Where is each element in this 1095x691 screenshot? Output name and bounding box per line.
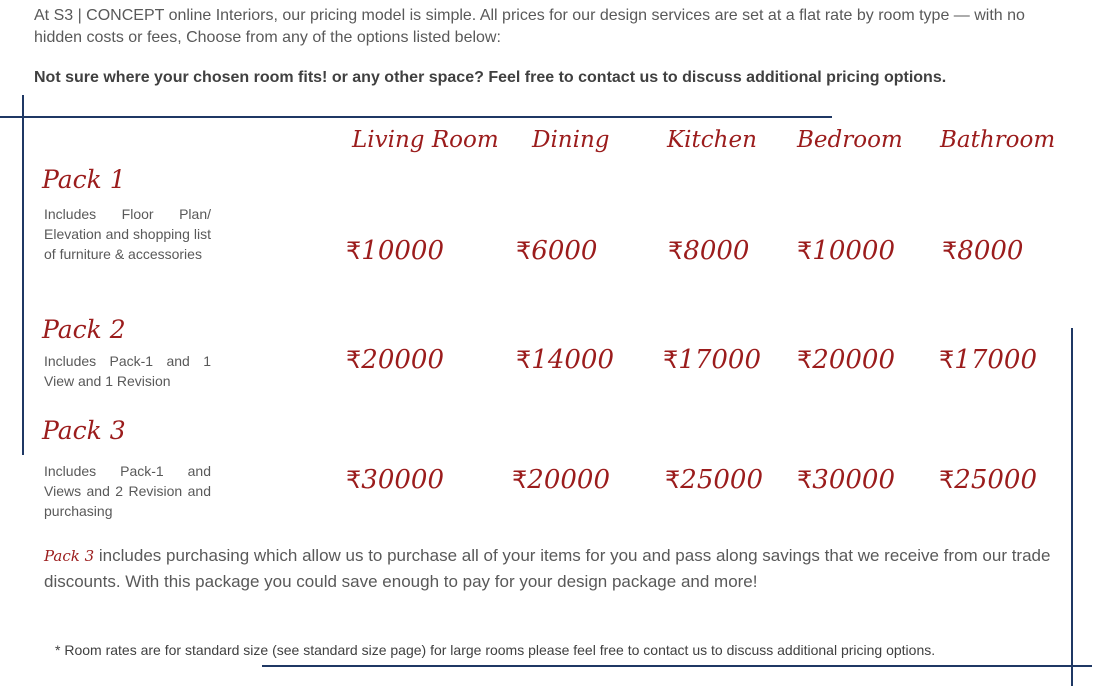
price-value: 10000: [812, 236, 895, 266]
footnote: * Room rates are for standard size (see standard size page) for large rooms please feel free to contact us to discuss additional pricing options.: [55, 642, 936, 658]
bottom-rule: [262, 665, 1092, 667]
rupee-icon: ₹: [942, 237, 958, 265]
room-header-living: Living Room: [352, 127, 499, 153]
price-pack1-bedroom: [797, 236, 895, 266]
price-value: 8000: [957, 236, 1024, 266]
price-pack2-bathroom: [939, 345, 1037, 375]
price-value: 10000: [361, 236, 444, 266]
price-pack3-living: [346, 465, 444, 495]
price-value: 8000: [683, 236, 750, 266]
price-pack2-bedroom: [797, 345, 895, 375]
price-value: 20000: [361, 345, 444, 375]
price-pack2-dining: [516, 345, 614, 375]
rupee-icon: ₹: [516, 346, 532, 374]
pack3-title: Pack 3: [42, 416, 126, 445]
price-value: 30000: [361, 465, 444, 495]
rupee-icon: ₹: [512, 466, 528, 494]
right-rule: [1071, 328, 1073, 686]
rupee-icon: ₹: [516, 237, 532, 265]
price-value: 14000: [531, 345, 614, 375]
price-value: 25000: [954, 465, 1037, 495]
pack3-description: Includes Pack-1 and Views and 2 Revision and purchasing: [44, 463, 211, 519]
price-pack1-living: [346, 236, 444, 266]
rupee-icon: ₹: [797, 466, 813, 494]
room-header-dining: Dining: [532, 127, 610, 153]
rupee-icon: ₹: [346, 237, 362, 265]
pack3-note-text: includes purchasing which allow us to purchase all of your items for you and pass along savings that we receive from our trade discounts. With this package you could save enough to pay for your design package and more!: [44, 546, 1051, 591]
rupee-icon: ₹: [797, 346, 813, 374]
price-value: 20000: [527, 465, 610, 495]
pack2-description: Includes Pack-1 and 1 View and 1 Revision: [44, 353, 211, 389]
rupee-icon: ₹: [346, 346, 362, 374]
pack2-title: Pack 2: [42, 315, 126, 344]
price-value: 30000: [812, 465, 895, 495]
rupee-icon: ₹: [346, 466, 362, 494]
rupee-icon: ₹: [939, 346, 955, 374]
price-pack3-bathroom: [939, 465, 1037, 495]
rupee-icon: ₹: [668, 237, 684, 265]
price-pack2-living: [346, 345, 444, 375]
rupee-icon: ₹: [665, 466, 681, 494]
rupee-icon: ₹: [939, 466, 955, 494]
contact-note: Not sure where your chosen room fits! or any other space? Feel free to contact us to discuss additional pricing options.: [34, 69, 947, 86]
price-pack3-kitchen: [665, 465, 763, 495]
pack1-title: Pack 1: [42, 165, 126, 194]
price-value: 17000: [678, 345, 761, 375]
room-header-bedroom: Bedroom: [797, 127, 903, 153]
room-header-bathroom: Bathroom: [940, 127, 1056, 153]
price-value: 25000: [680, 465, 763, 495]
top-rule: [0, 116, 832, 118]
price-pack3-dining: [512, 465, 610, 495]
left-rule: [22, 95, 24, 455]
price-value: 17000: [954, 345, 1037, 375]
price-pack3-bedroom: [797, 465, 895, 495]
price-value: 6000: [531, 236, 598, 266]
price-pack1-bathroom: [942, 236, 1023, 266]
price-pack1-dining: [516, 236, 597, 266]
price-pack2-kitchen: [663, 345, 761, 375]
room-header-kitchen: Kitchen: [667, 127, 757, 153]
pack3-note-label: Pack 3: [44, 547, 95, 565]
pack3-note: [44, 543, 1054, 594]
price-value: 20000: [812, 345, 895, 375]
rupee-icon: ₹: [797, 237, 813, 265]
price-pack1-kitchen: [668, 236, 749, 266]
intro-paragraph: At S3 | CONCEPT online Interiors, our pricing model is simple. All prices for our design services are set at a flat rate by room type — with no hidden costs or fees, Choose from any of the options listed below:: [34, 7, 1025, 46]
rupee-icon: ₹: [663, 346, 679, 374]
pack1-description: Includes Floor Plan/ Elevation and shopping list of furniture & accessories: [44, 206, 211, 262]
